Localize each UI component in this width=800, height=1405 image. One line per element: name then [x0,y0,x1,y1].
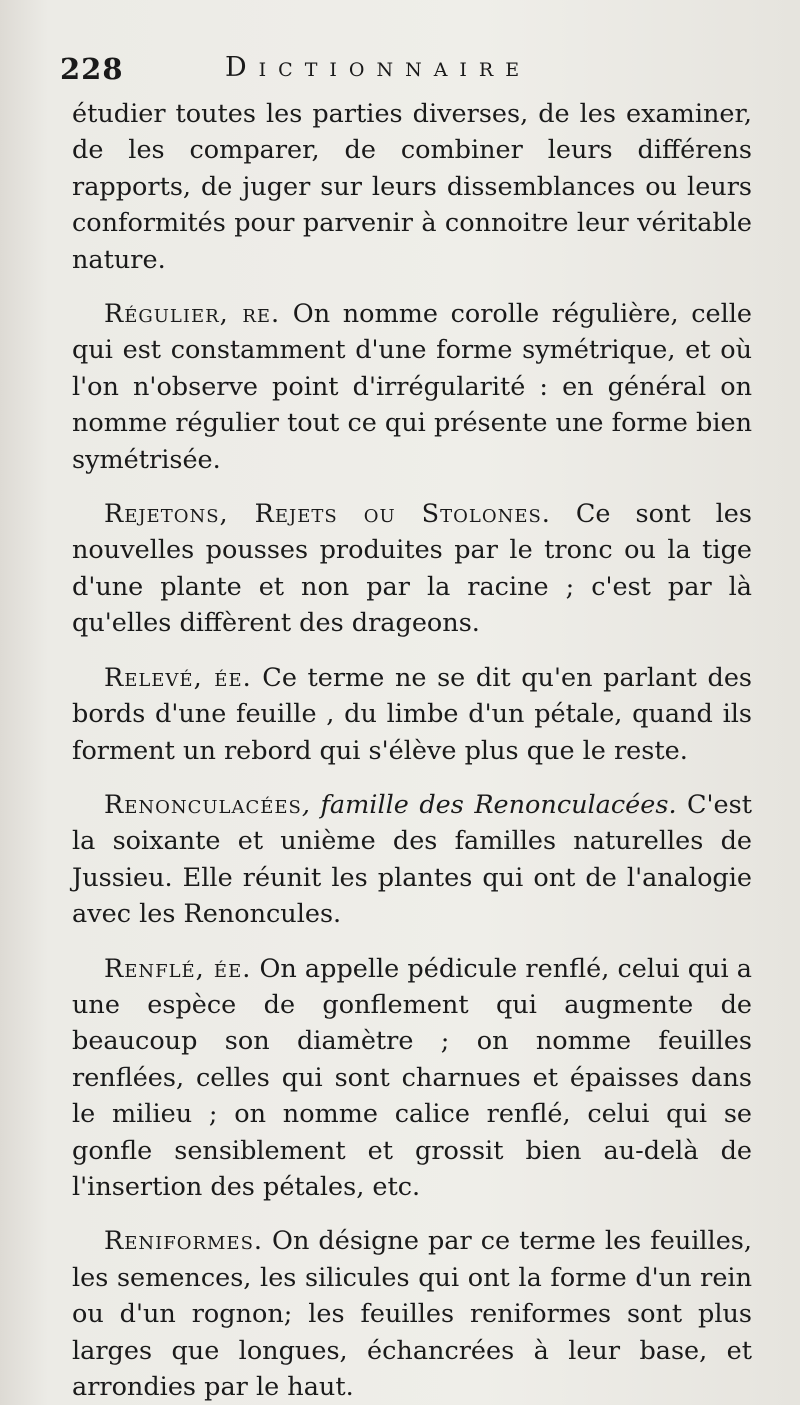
page-body [72,96,752,1405]
entry-definition: On appelle pédicule renflé, celui qui a une espèce de gonflement qui augmente de beaucoup son diamètre ; on nomme feuilles renflées, celles qui sont charnues et épaisses dans le milieu ; on nomme calice renflé, celui qui se gonfle sensiblement et grossit bien au-delà de l'insertion des pétales, etc. [72,953,752,1202]
entry-family-phrase: , famille des Renonculacées. [301,789,677,820]
entry-definition: On nomme corolle régulière, celle qui est constamment d'une forme symétrique, et où l'on n'observe point d'irrégularité : en général on nomme régulier tout ce qui présente une forme bien symétrisée. [72,299,752,475]
entry-rejetons [72,496,752,642]
entry-releve [72,660,752,769]
entry-reniformes [72,1223,752,1405]
page-header [60,48,760,96]
entry-headword: Régulier, re. [104,299,281,330]
entry-headword: Reniformes. [104,1226,264,1257]
entry-definition: Ce terme ne se dit qu'en parlant des bords d'une feuille , du limbe d'un pétale, quand ils forment un rebord qui s'élève plus que le reste. [72,662,752,766]
entry-definition: C'est la soixante et unième des familles naturelles de Jussieu. Elle réunit les plantes qui ont de l'analogie avec les Renoncules. [72,789,752,930]
entry-headword: Rejetons, Rejets ou Stolones. [104,499,551,530]
entry-headword: Relevé, ée. [104,662,252,693]
page-number: 228 [60,52,124,86]
entry-regulier [72,296,752,478]
entry-renfle [72,951,752,1206]
entry-renonculacees [72,787,752,933]
entry-headword: Renonculacées [104,789,302,820]
running-head: Dictionnaire [225,52,532,83]
entry-definition: Ce sont les nouvelles pousses produites par le tronc ou la tige d'une plante et non par la racine ; c'est par là qu'elles diffèrent des drageons. [72,499,752,639]
entry-headword: Renflé, ée. [104,953,252,984]
continued-paragraph: étudier toutes les parties diverses, de les examiner, de les comparer, de combiner leurs différens rapports, de juger sur leurs dissemblances ou leurs conformités pour parvenir à connoitre leur véritable nature. [72,99,752,275]
entry-definition: On désigne par ce terme les feuilles, les semences, les silicules qui ont la forme d'un rein ou d'un rognon; les feuilles reniformes sont plus larges que longues, échancrées à leur base, et arrondies par le haut. [72,1226,752,1402]
